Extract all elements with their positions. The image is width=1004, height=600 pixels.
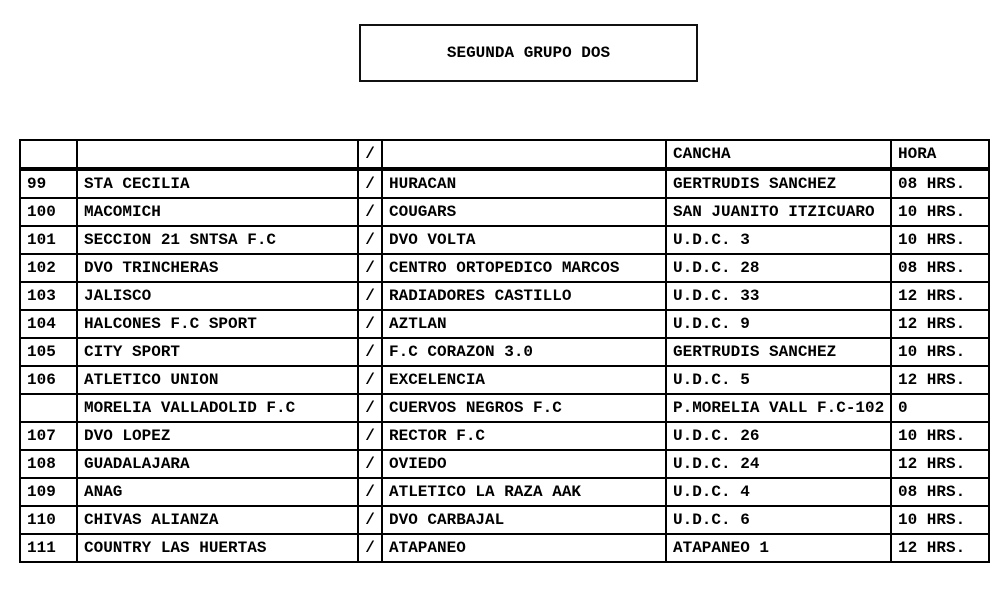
away-team-cell: HURACAN (382, 169, 666, 198)
home-team-cell: SECCION 21 SNTSA F.C (77, 226, 358, 254)
match-number-cell: 105 (20, 338, 77, 366)
time-cell: 10 HRS. (891, 338, 989, 366)
venue-cell: GERTRUDIS SANCHEZ (666, 169, 891, 198)
venue-cell: U.D.C. 33 (666, 282, 891, 310)
schedule-rows (20, 169, 989, 562)
separator-cell: / (358, 169, 382, 198)
time-cell: 10 HRS. (891, 198, 989, 226)
match-number-cell: 108 (20, 450, 77, 478)
match-row (20, 450, 989, 478)
home-team-cell: DVO LOPEZ (77, 422, 358, 450)
home-team-cell: DVO TRINCHERAS (77, 254, 358, 282)
away-team-cell: ATLETICO LA RAZA AAK (382, 478, 666, 506)
venue-cell: U.D.C. 9 (666, 310, 891, 338)
time-cell: 12 HRS. (891, 450, 989, 478)
time-cell: 10 HRS. (891, 226, 989, 254)
header-venue: CANCHA (666, 140, 891, 169)
match-row (20, 422, 989, 450)
home-team-cell: GUADALAJARA (77, 450, 358, 478)
away-team-cell: F.C CORAZON 3.0 (382, 338, 666, 366)
match-number-cell: 107 (20, 422, 77, 450)
venue-cell: U.D.C. 4 (666, 478, 891, 506)
header-number (20, 140, 77, 169)
home-team-cell: STA CECILIA (77, 169, 358, 198)
separator-cell: / (358, 282, 382, 310)
away-team-cell: CUERVOS NEGROS F.C (382, 394, 666, 422)
time-cell: 10 HRS. (891, 506, 989, 534)
venue-cell: U.D.C. 28 (666, 254, 891, 282)
match-row (20, 534, 989, 562)
venue-cell: GERTRUDIS SANCHEZ (666, 338, 891, 366)
time-cell: 10 HRS. (891, 422, 989, 450)
home-team-cell: CHIVAS ALIANZA (77, 506, 358, 534)
match-row (20, 394, 989, 422)
match-number-cell: 109 (20, 478, 77, 506)
separator-cell: / (358, 198, 382, 226)
venue-cell: U.D.C. 3 (666, 226, 891, 254)
schedule-table (19, 139, 990, 563)
match-number-cell (20, 394, 77, 422)
venue-cell: P.MORELIA VALL F.C-102 (666, 394, 891, 422)
time-cell: 12 HRS. (891, 534, 989, 562)
away-team-cell: AZTLAN (382, 310, 666, 338)
match-row (20, 282, 989, 310)
time-cell: 12 HRS. (891, 282, 989, 310)
venue-cell: U.D.C. 5 (666, 366, 891, 394)
header-row (20, 140, 989, 169)
header-home-team (77, 140, 358, 169)
venue-cell: U.D.C. 6 (666, 506, 891, 534)
away-team-cell: DVO VOLTA (382, 226, 666, 254)
separator-cell: / (358, 422, 382, 450)
home-team-cell: ANAG (77, 478, 358, 506)
separator-cell: / (358, 338, 382, 366)
away-team-cell: EXCELENCIA (382, 366, 666, 394)
match-number-cell: 102 (20, 254, 77, 282)
separator-cell: / (358, 254, 382, 282)
home-team-cell: MACOMICH (77, 198, 358, 226)
time-cell: 08 HRS. (891, 254, 989, 282)
away-team-cell: CENTRO ORTOPEDICO MARCOS (382, 254, 666, 282)
separator-cell: / (358, 226, 382, 254)
match-row (20, 198, 989, 226)
match-number-cell: 111 (20, 534, 77, 562)
match-row (20, 338, 989, 366)
venue-cell: ATAPANEO 1 (666, 534, 891, 562)
away-team-cell: DVO CARBAJAL (382, 506, 666, 534)
venue-cell: U.D.C. 26 (666, 422, 891, 450)
match-row (20, 478, 989, 506)
separator-cell: / (358, 310, 382, 338)
header-away-team (382, 140, 666, 169)
time-cell: 0 (891, 394, 989, 422)
group-title: SEGUNDA GRUPO DOS (446, 44, 611, 62)
home-team-cell: MORELIA VALLADOLID F.C (77, 394, 358, 422)
separator-cell: / (358, 394, 382, 422)
match-row (20, 226, 989, 254)
match-number-cell: 106 (20, 366, 77, 394)
match-row (20, 254, 989, 282)
group-title-box (359, 24, 698, 82)
home-team-cell: CITY SPORT (77, 338, 358, 366)
match-number-cell: 103 (20, 282, 77, 310)
match-row (20, 310, 989, 338)
separator-cell: / (358, 478, 382, 506)
match-row (20, 169, 989, 198)
separator-cell: / (358, 506, 382, 534)
separator-cell: / (358, 366, 382, 394)
header-time: HORA (891, 140, 989, 169)
time-cell: 08 HRS. (891, 478, 989, 506)
time-cell: 12 HRS. (891, 310, 989, 338)
away-team-cell: COUGARS (382, 198, 666, 226)
match-number-cell: 104 (20, 310, 77, 338)
venue-cell: U.D.C. 24 (666, 450, 891, 478)
match-row (20, 506, 989, 534)
away-team-cell: RECTOR F.C (382, 422, 666, 450)
home-team-cell: COUNTRY LAS HUERTAS (77, 534, 358, 562)
match-number-cell: 110 (20, 506, 77, 534)
separator-cell: / (358, 534, 382, 562)
home-team-cell: JALISCO (77, 282, 358, 310)
time-cell: 12 HRS. (891, 366, 989, 394)
venue-cell: SAN JUANITO ITZICUARO (666, 198, 891, 226)
away-team-cell: OVIEDO (382, 450, 666, 478)
header-separator: / (358, 140, 382, 169)
match-number-cell: 100 (20, 198, 77, 226)
match-number-cell: 99 (20, 169, 77, 198)
home-team-cell: ATLETICO UNION (77, 366, 358, 394)
match-row (20, 366, 989, 394)
match-number-cell: 101 (20, 226, 77, 254)
separator-cell: / (358, 450, 382, 478)
time-cell: 08 HRS. (891, 169, 989, 198)
away-team-cell: RADIADORES CASTILLO (382, 282, 666, 310)
home-team-cell: HALCONES F.C SPORT (77, 310, 358, 338)
away-team-cell: ATAPANEO (382, 534, 666, 562)
